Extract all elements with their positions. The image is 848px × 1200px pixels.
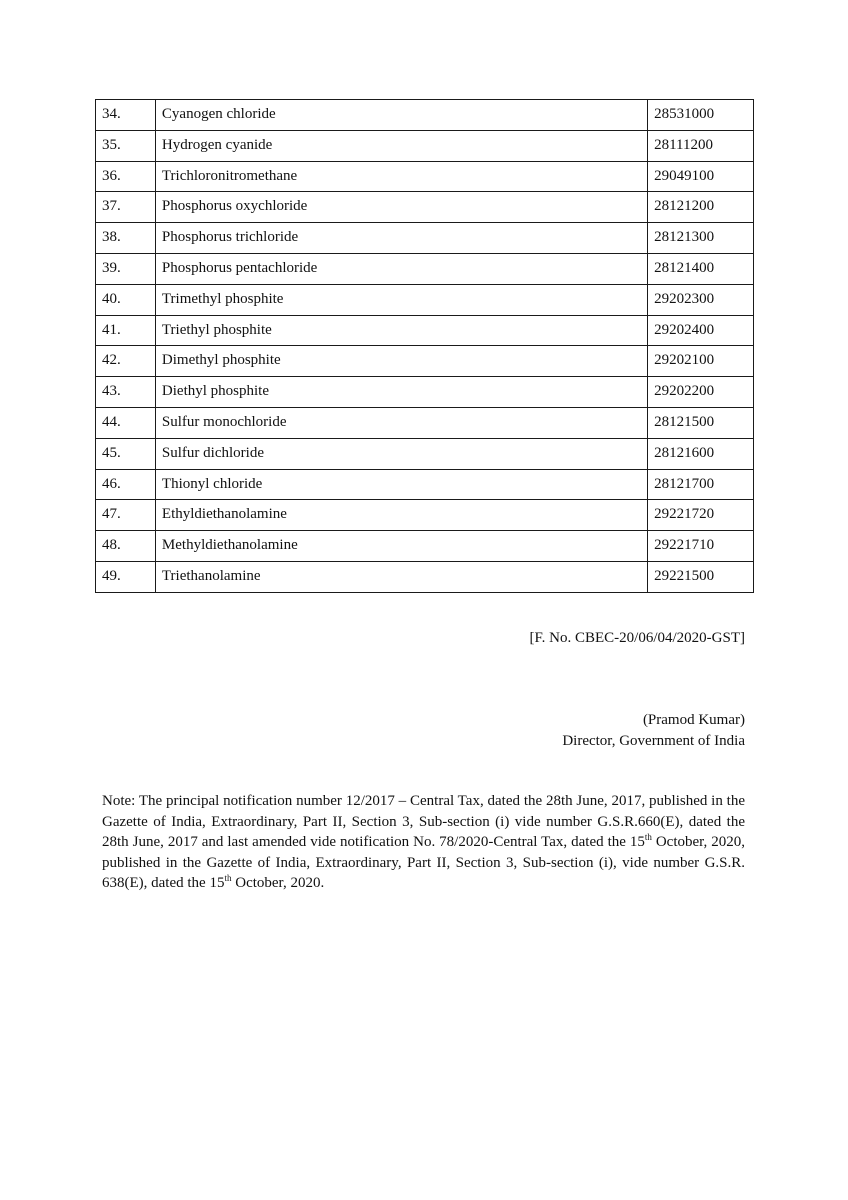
serial-number-cell: 39.: [96, 253, 156, 284]
chemical-name-cell: Phosphorus pentachloride: [155, 253, 647, 284]
tariff-code-cell: 28121600: [648, 438, 754, 469]
table-row: [96, 531, 754, 562]
signatory-designation: Director, Government of India: [562, 733, 745, 749]
serial-number-cell: 41.: [96, 315, 156, 346]
table-row: [96, 346, 754, 377]
tariff-code-cell: 28121700: [648, 469, 754, 500]
serial-number-cell: 34.: [96, 100, 156, 131]
table-row: [96, 469, 754, 500]
serial-number-cell: 43.: [96, 377, 156, 408]
note-text-2: October, 2020, published in the Gazette of India, Extraordinary, Part II, Section 3, Sub-section (i), vide number G.S.R. 638(E), dated the 15: [102, 834, 745, 891]
serial-number-cell: 47.: [96, 500, 156, 531]
table-row: [96, 130, 754, 161]
tariff-code-cell: 29202200: [648, 377, 754, 408]
file-number: [F. No. CBEC-20/06/04/2020-GST]: [529, 630, 745, 646]
serial-number-cell: 46.: [96, 469, 156, 500]
chemical-name-cell: Trichloronitromethane: [155, 161, 647, 192]
note-paragraph: [102, 791, 745, 894]
chemical-name-cell: Sulfur dichloride: [155, 438, 647, 469]
table-row: [96, 284, 754, 315]
chemical-name-cell: Phosphorus trichloride: [155, 223, 647, 254]
table-row: [96, 500, 754, 531]
serial-number-cell: 42.: [96, 346, 156, 377]
tariff-code-cell: 29221710: [648, 531, 754, 562]
serial-number-cell: 40.: [96, 284, 156, 315]
tariff-code-cell: 29221500: [648, 561, 754, 592]
chemical-name-cell: Phosphorus oxychloride: [155, 192, 647, 223]
note-superscript-1: th: [644, 832, 652, 842]
note-text-3: October, 2020.: [231, 875, 325, 891]
signature-block: [562, 710, 745, 752]
table-row: [96, 438, 754, 469]
chemical-name-cell: Sulfur monochloride: [155, 407, 647, 438]
table-row: [96, 223, 754, 254]
tariff-code-cell: 28121200: [648, 192, 754, 223]
chemical-name-cell: Dimethyl phosphite: [155, 346, 647, 377]
tariff-code-cell: 29221720: [648, 500, 754, 531]
serial-number-cell: 45.: [96, 438, 156, 469]
chemical-name-cell: Trimethyl phosphite: [155, 284, 647, 315]
tariff-code-cell: 28121400: [648, 253, 754, 284]
serial-number-cell: 48.: [96, 531, 156, 562]
serial-number-cell: 37.: [96, 192, 156, 223]
tariff-code-cell: 29049100: [648, 161, 754, 192]
serial-number-cell: 35.: [96, 130, 156, 161]
tariff-code-cell: 28111200: [648, 130, 754, 161]
chemical-name-cell: Triethanolamine: [155, 561, 647, 592]
table-row: [96, 407, 754, 438]
tariff-code-cell: 28531000: [648, 100, 754, 131]
tariff-code-cell: 29202100: [648, 346, 754, 377]
chemical-name-cell: Triethyl phosphite: [155, 315, 647, 346]
serial-number-cell: 49.: [96, 561, 156, 592]
table-row: [96, 561, 754, 592]
table-row: [96, 315, 754, 346]
chemicals-table: [95, 99, 754, 593]
table-body: [96, 100, 754, 593]
table-row: [96, 192, 754, 223]
tariff-code-cell: 28121500: [648, 407, 754, 438]
note-superscript-2: th: [224, 873, 232, 883]
tariff-code-cell: 29202400: [648, 315, 754, 346]
chemical-name-cell: Hydrogen cyanide: [155, 130, 647, 161]
table-row: [96, 377, 754, 408]
tariff-code-cell: 29202300: [648, 284, 754, 315]
tariff-code-cell: 28121300: [648, 223, 754, 254]
serial-number-cell: 36.: [96, 161, 156, 192]
chemical-name-cell: Methyldiethanolamine: [155, 531, 647, 562]
serial-number-cell: 38.: [96, 223, 156, 254]
chemical-name-cell: Diethyl phosphite: [155, 377, 647, 408]
signatory-name: (Pramod Kumar): [642, 712, 745, 728]
table-row: [96, 161, 754, 192]
serial-number-cell: 44.: [96, 407, 156, 438]
chemical-name-cell: Cyanogen chloride: [155, 100, 647, 131]
table-row: [96, 253, 754, 284]
table-row: [96, 100, 754, 131]
chemical-name-cell: Ethyldiethanolamine: [155, 500, 647, 531]
note-text-1: Note: The principal notification number 12/2017 – Central Tax, dated the 28th June, 2017, published in the Gazette of India, Extraordinary, Part II, Section 3, Sub-section (i) vide number G.S.R.660(E), dated the 28th June, 2017 and last amended vide notification No. 78/2020-Central Tax, dated the 15: [102, 793, 745, 850]
chemical-name-cell: Thionyl chloride: [155, 469, 647, 500]
